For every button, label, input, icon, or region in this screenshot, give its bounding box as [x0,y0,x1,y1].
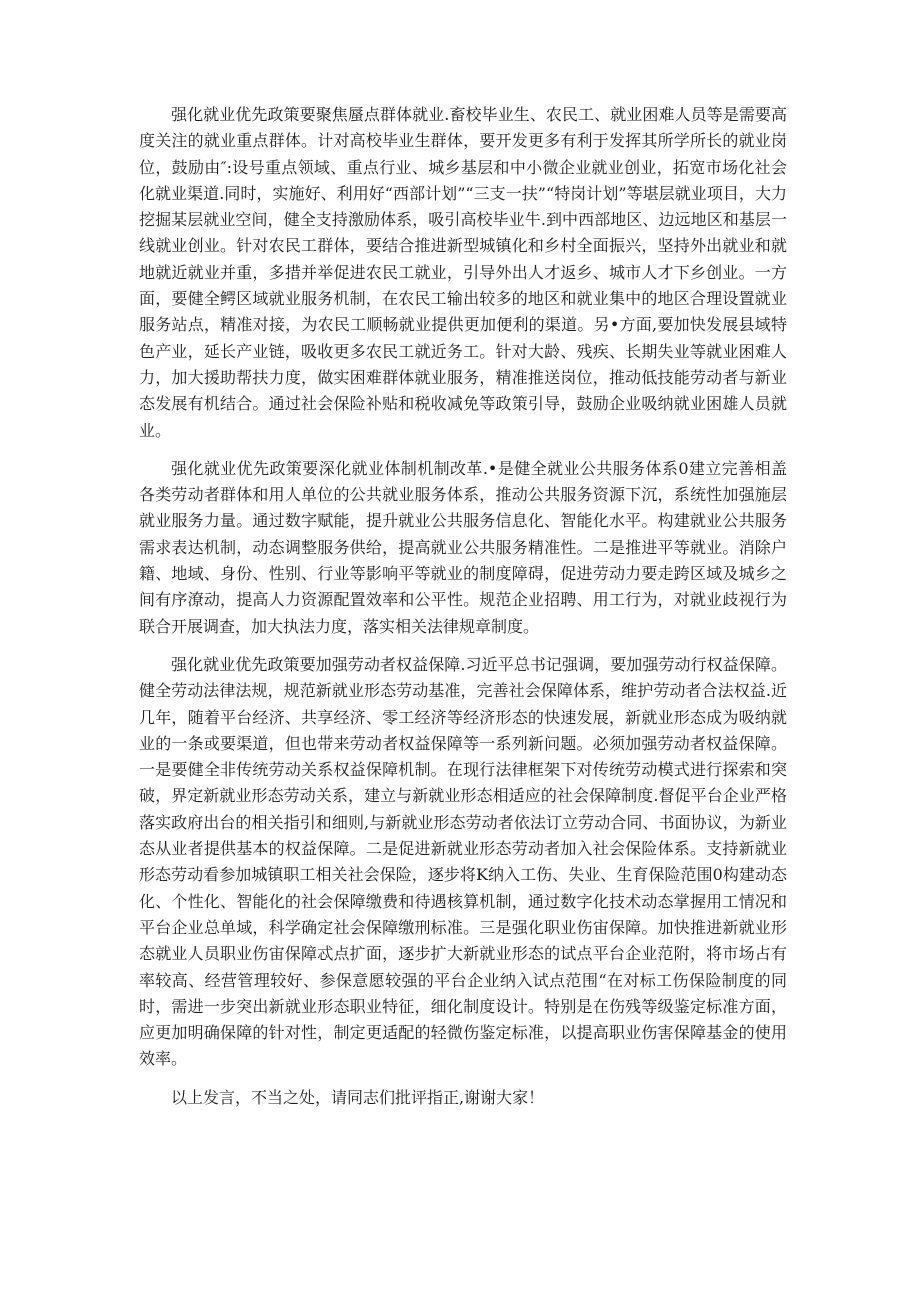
paragraph-closing-remarks: 以上发言，不当之处，请同志们批评指正,谢谢大家！ [171,1087,545,1107]
paragraph-institutional-reform: 强化就业优先政策要深化就业体制机制改革.•是健全就业公共服务体系0建立完善相盖各类劳动者群体和用人单位的公共就业服务体系，推动公共服务资源下沉，系统性加强施层就业服务力量。通过数字赋能，提升就业公共服务信息化、智能化水平。构建就业公共服务需求表达机制，动态调整服务供给，提高就业公共服务精准性。二是推进平等就业。消除户籍、地域、身份、性别、行业等影响平等就业的制度障碍，促进劳动力要走跨区域及城乡之间有序潦动，提高人力资源配置效率和公平性。规范企业招聘、用工行为，对就业歧视行为联合开展调查，加大执法力度，落实相关法律规章制度。 [139,458,787,636]
paragraph-key-groups: 强化就业优先政策要聚焦蜃点群体就业.畜校毕业生、农民工、就业困难人员等是需要高度关注的就业重点群体。计对高校毕业生群体，要开发更多有利于发挥其所学所长的就业岗位，鼓励由″:设号重点领域、重点行业、城乡基层和中小微企业就业创业，拓宽市场化社会化就业渠道.同时，实施好、利用好“西部计划”“三支一扶”“特岗计划”等堪层就业项目，大力挖掘某层就业空间，健全支持激励体系，吸引高校毕业牛.到中西部地区、边远地区和基层一线就业创业。针对农民工群体，要结合推进新型城镇化和乡村全面振兴，坚持外出就业和就地就近就业并重，多措并举促进农民工就业，引导外出人才返乡、城市人才下乡创业。一方面，要健全鳄区域就业服务机制，在农民工输出较多的地区和就业集中的地区合理设置就业服务站点，精准对接，为农民工顺畅就业提供更加便利的渠道。另•方面,要加快发展县域特色产业，延长产业链，吸收更多农民工就近务工。针对大龄、残疾、长期失业等就业困难人力，加大援助帮扶力度，做实困难群体就业服务，精准推送岗位，推动低技能劳动者与新业态发展有机结合。通过社会保险补贴和税收减免等政策引导，鼓励企业吸纳就业困雄人员就业。 [139,105,787,440]
document-page [139,102,787,1123]
paragraph-worker-rights: 强化就业优先政策要加强劳动者权益保障.习近平总书记强调，要加强劳动行权益保障。健全劳动法律法规，规范新就业形态劳动基准，完善社会保障体系，维护劳动者合法权益.近几年，随着平台经济、共享经济、零工经济等经济形态的快速发展，新就业形态成为吸纳就业的一条或要渠道，但也带来劳动者权益保障等一系列新问题。必须加强劳动者权益保障。一是要健全非传统劳动关系权益保障机制。在现行法律框架下对传统劳动模式进行探索和突破，界定新就业形态劳动关系，建立与新就业形态相适应的社会保障制度.督促平台企业严格落实政府出台的相关指引和细则,与新就业形态劳动者依法订立劳动合同、书面协议，为新业态从业者提供基本的权益保障。二是促进新就业形态劳动者加入社会保险体系。支持新就业形态劳动看参加城镇职工相关社会保险，逐步将K纳入工伤、失业、生育保险范围0构建动态化、个性化、智能化的社会保障缴费和待遇核算机制，通过数字化技术动态掌握用工情况和平台企业总单域，科学确定社会保障缴刑标准。三是强化职业伤宙保障。加快推进新就业形态就业人员职业伤宙保障忒点扩面，逐步扩大新就业形态的试点平台企业范附，将市场占有率较高、经营管理较好、参保意愿较强的平台企业纳入试点范围“在对标工伤保险制度的同时，需进一步突出新就业形态职业特征，细化制度设计。特别是在伤残等级鉴定标准方面，应更加明确保障的针对性，制定更适配的轻微伤鉴定标准，以提高职业伤害保障基金的使用效率。 [139,654,787,1069]
